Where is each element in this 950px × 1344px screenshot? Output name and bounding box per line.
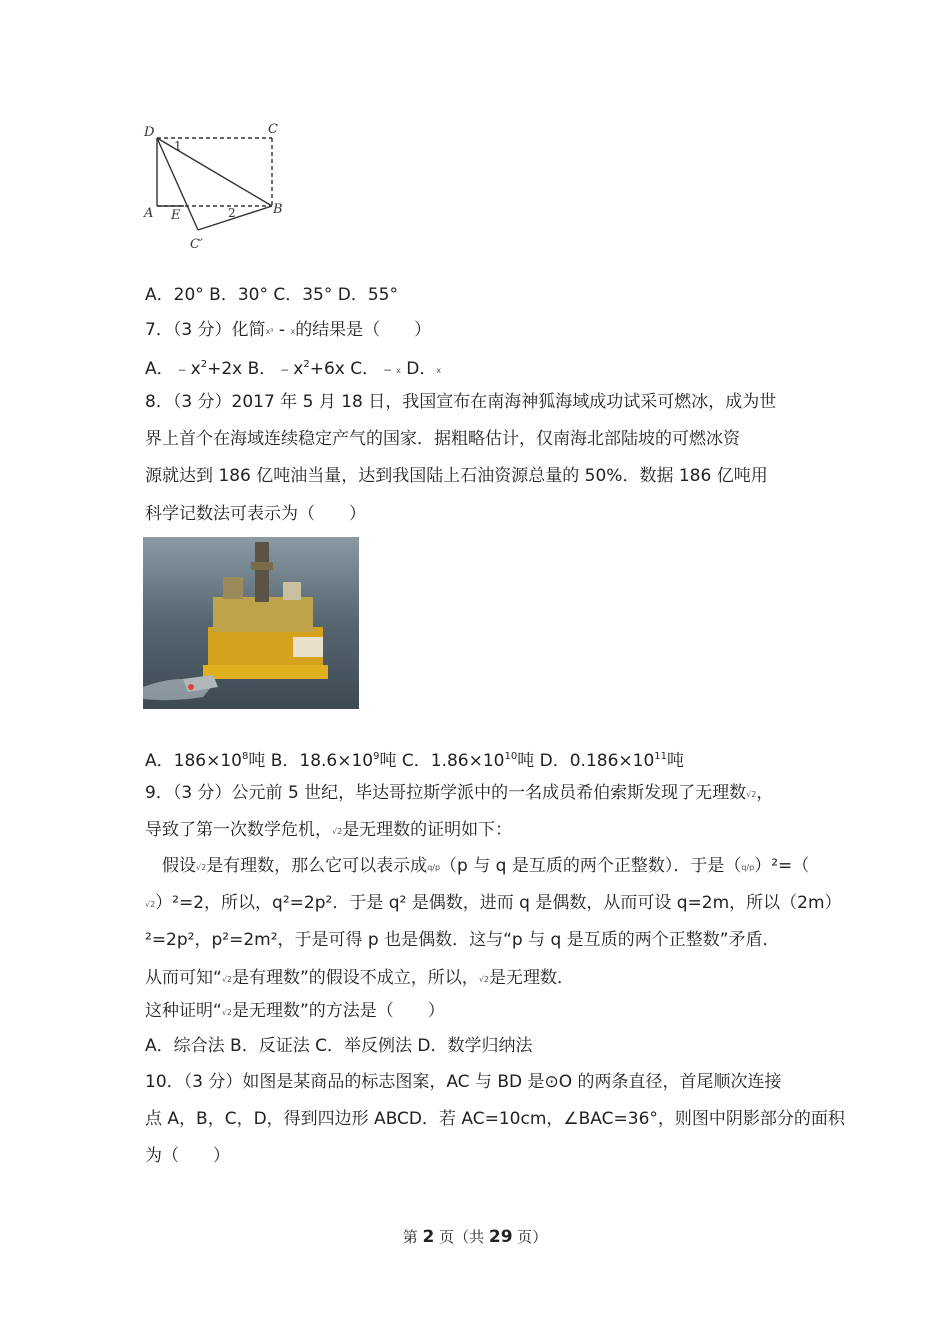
- page-footer: 第 2 页（共 29 页）: [402, 1227, 548, 1247]
- q9-line3: 假设√2是有理数，那么它可以表示成q/p（p 与 q 是互质的两个正整数）．于是（q/p）²=（: [145, 856, 810, 876]
- total-pages: 29: [488, 1227, 513, 1247]
- label-angle-2: 2: [228, 206, 236, 220]
- q8-line4: 科学记数法可表示为（ ）: [145, 504, 366, 524]
- q9-line1: 9．（3 分）公元前 5 世纪，毕达哥拉斯学派中的一名成员希伯索斯发现了无理数√2，: [145, 783, 774, 803]
- q7-options: A．$﹣x^2+2x$ B．$﹣x^2+6x$ C．﹣x D．x: [145, 359, 442, 379]
- q8-line2: 界上首个在海域连续稳定产气的国家．据粗略估计，仅南海北部陆坡的可燃冰资: [145, 429, 740, 449]
- q10-line2: 点 A，B，C，D，得到四边形 ABCD．若 AC=10cm，∠BAC=36°，则图中阴影部分的面积: [145, 1109, 845, 1129]
- current-page: 2: [422, 1227, 435, 1247]
- fraction: x³: [265, 327, 274, 336]
- q8-options: A．$186\times 10^8$吨 B．$18.6\times 10^9$吨 C．$1.86\times 10^{10}$吨 D．$0.186\times 10^{11}$吨: [145, 751, 685, 771]
- fraction: x: [290, 327, 296, 336]
- q7-stem: 7．（3 分）化简x³ - x的结果是（ ）: [145, 320, 432, 340]
- q9-line5: ²=2p²，p²=2m²，于是可得 p 也是偶数．这与“p 与 q 是互质的两个正整数”矛盾．: [145, 930, 780, 950]
- label-b: B: [273, 202, 283, 217]
- q8-line3: 源就达到 186 亿吨油当量，达到我国陆上石油资源总量的 50%．数据 186 亿吨用: [145, 466, 768, 486]
- sqrt2: √2: [746, 790, 757, 799]
- q8-line1: 8．（3 分）2017 年 5 月 18 日，我国宣布在南海神狐海域成功试采可燃冰，成为世: [145, 392, 777, 412]
- label-a: A: [144, 206, 154, 221]
- q10-line3: 为（ ）: [145, 1146, 230, 1166]
- label-c: C: [268, 122, 278, 137]
- q9-options: A．综合法 B．反证法 C．举反例法 D．数学归纳法: [145, 1036, 533, 1056]
- label-angle-1: 1: [174, 139, 182, 153]
- q10-line1: 10．（3 分）如图是某商品的标志图案，AC 与 BD 是⊙O 的两条直径，首尾顺次连接: [145, 1072, 782, 1092]
- q9-line6: 从而可知“√2是有理数”的假设不成立，所以，√2是无理数．: [145, 968, 574, 988]
- drilling-platform-photo: [143, 537, 359, 709]
- label-c-prime: C′: [190, 237, 203, 252]
- q9-line7: 这种证明“√2是无理数”的方法是（ ）: [145, 1001, 445, 1021]
- q9-line2: 导致了第一次数学危机，√2是无理数的证明如下：: [145, 820, 513, 840]
- label-d: D: [144, 125, 155, 140]
- q6-options: A．20° B．30° C．35° D．55°: [145, 285, 398, 305]
- label-e: E: [171, 208, 181, 223]
- q9-line4: √2）²=2，所以，q²=2p²．于是 q² 是偶数，进而 q 是偶数，从而可设 q=2m，所以（2m）: [145, 893, 842, 913]
- geometry-figure: [140, 118, 290, 258]
